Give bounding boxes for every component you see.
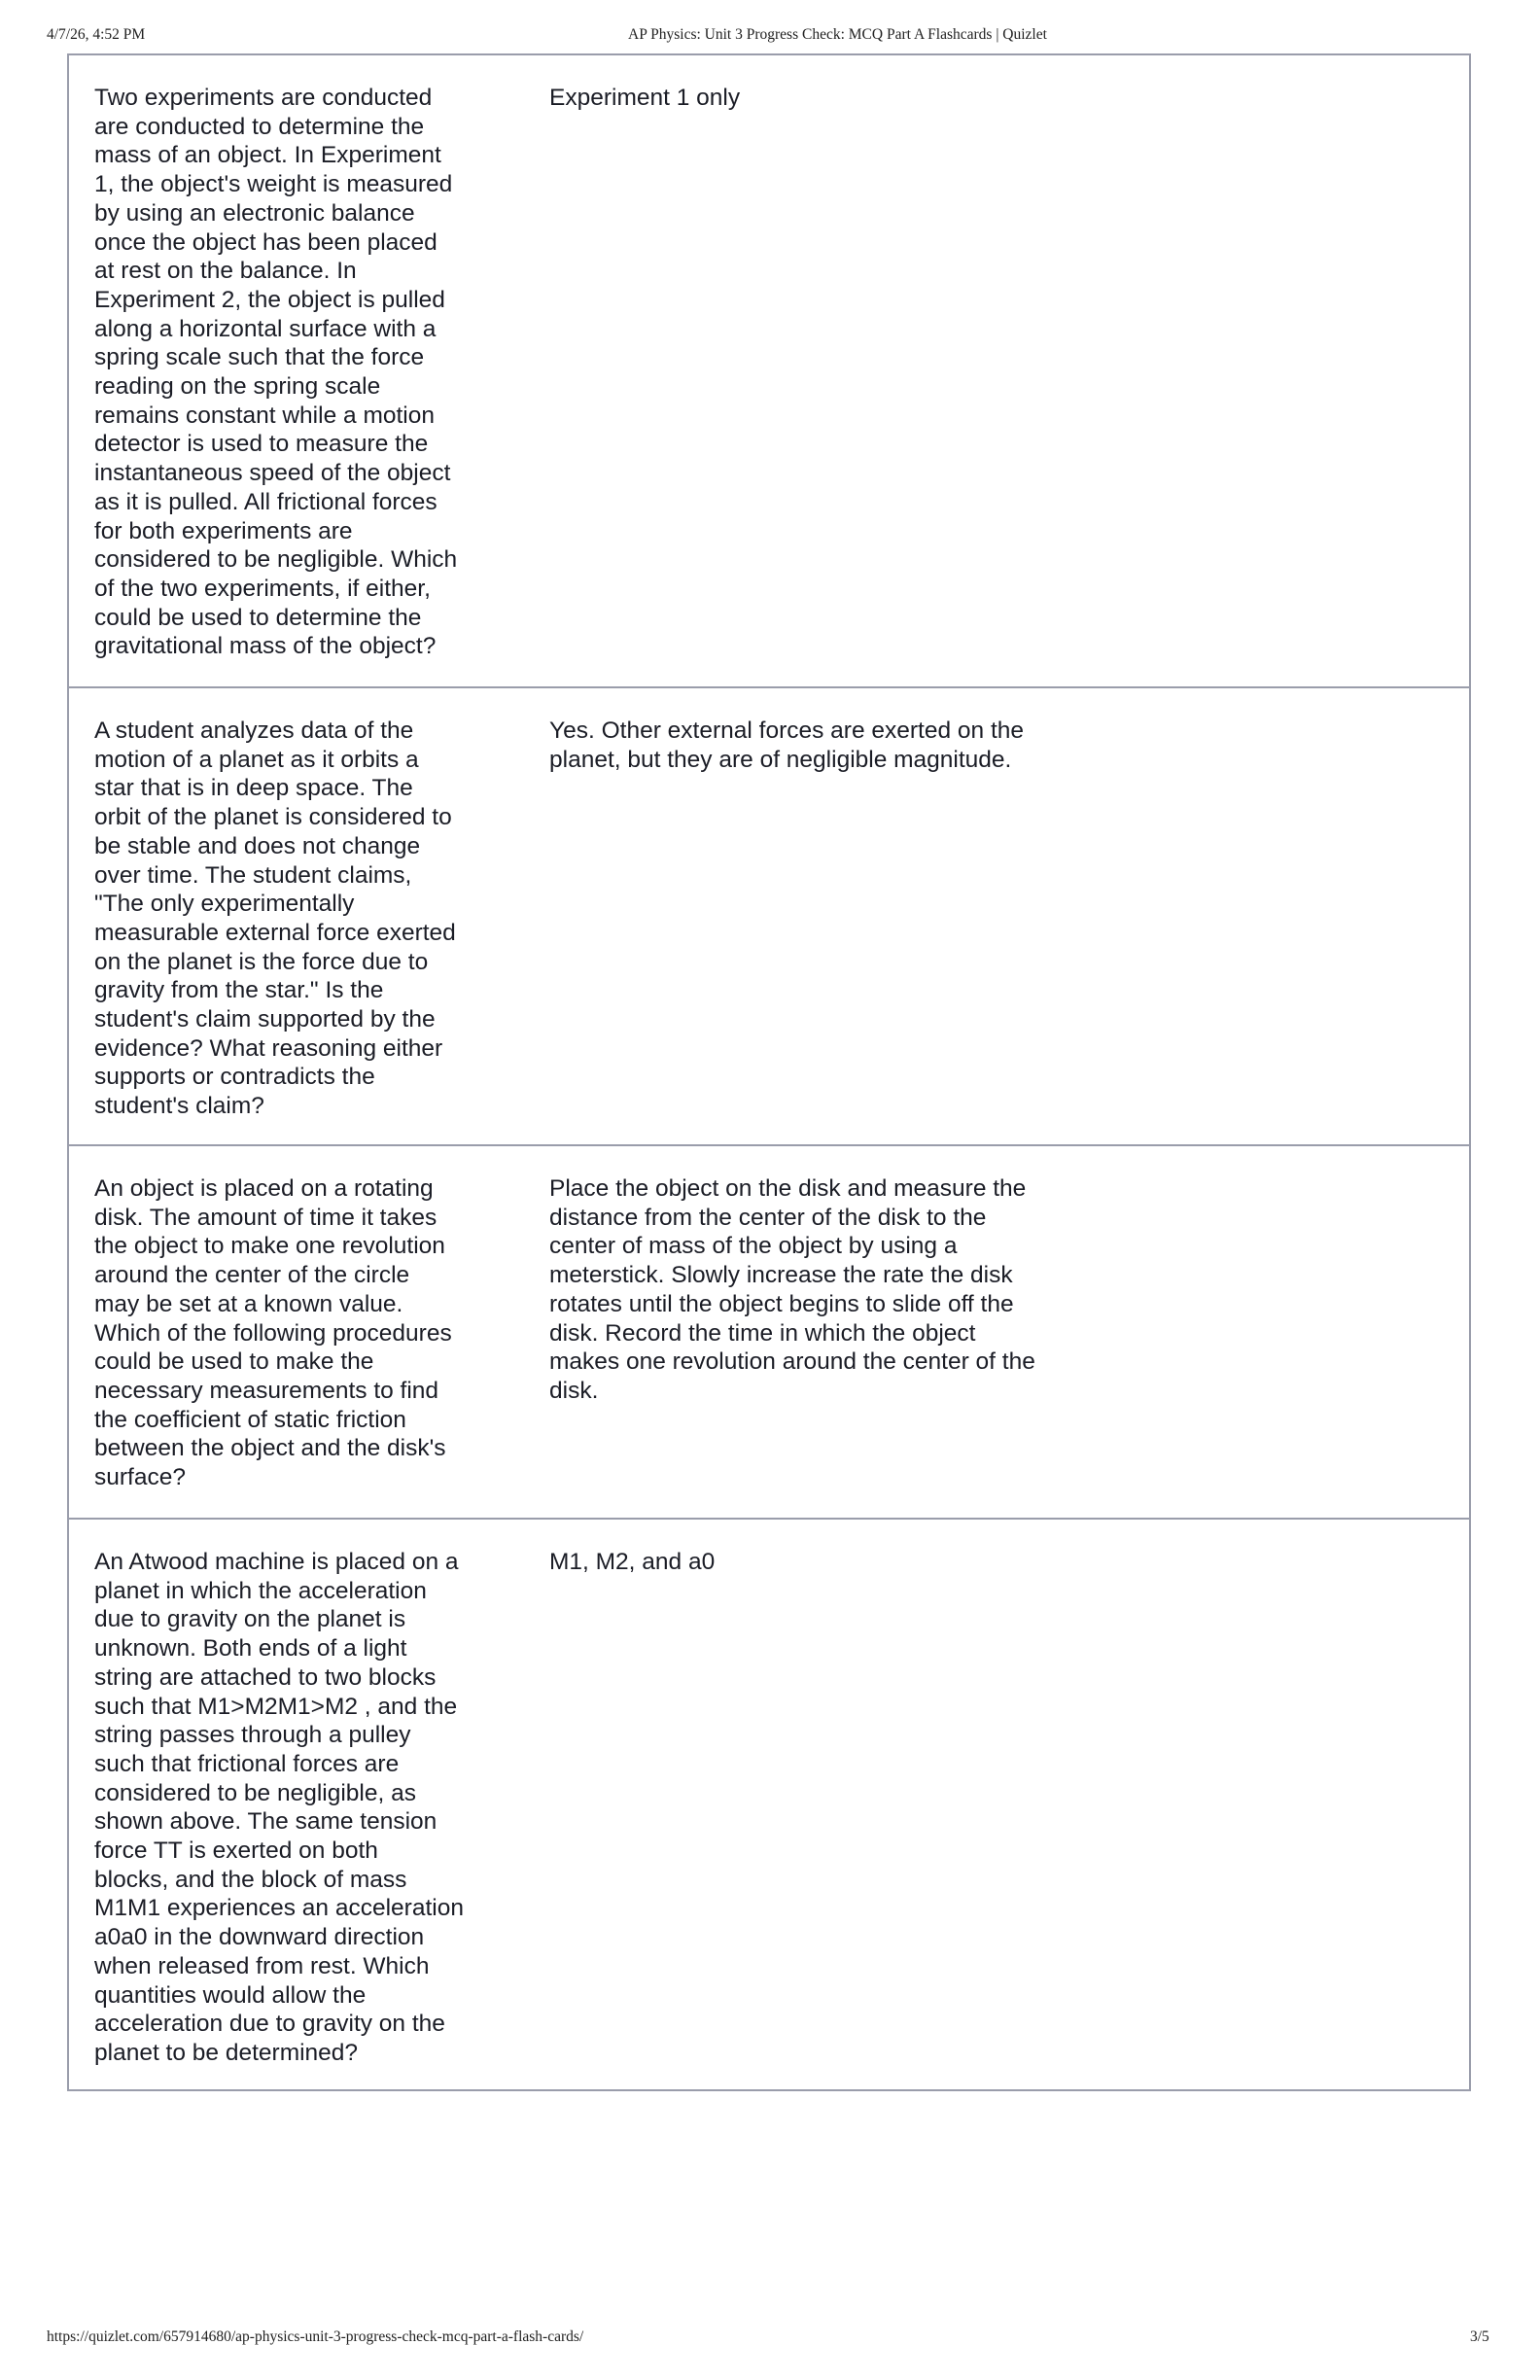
flashcard-list	[67, 53, 1471, 2091]
flashcard-row	[69, 55, 1469, 688]
print-footer-url[interactable]: https://quizlet.com/657914680/ap-physics-unit-3-progress-check-mcq-part-a-flash-cards/	[47, 2328, 584, 2345]
print-header-title: AP Physics: Unit 3 Progress Check: MCQ Part A Flashcards | Quizlet	[628, 26, 1047, 43]
flashcard-definition: Place the object on the disk and measure the distance from the center of the disk to the center of mass of the object by using a meterstick. Slowly increase the rate the disk rotates until the object begins to slide off the disk. Record the time in which the object makes one revolution around the center of the disk.	[549, 1175, 1035, 1404]
flashcard-row	[69, 1520, 1469, 2091]
flashcard-term: Two experiments are conducted are conducted to determine the mass of an object. In Experiment 1, the object's weight is measured by using an electronic balance once the object has been placed at rest on the balance. In Experiment 2, the object is pulled along a horizontal surface with a spring scale such that the force reading on the spring scale remains constant while a motion detector is used to measure the instantaneous speed of the object as it is pulled. All frictional forces for both experiments are considered to be negligible. Which of the two experiments, if either, could be used to determine the gravitational mass of the object?	[94, 85, 458, 660]
flashcard-definition: Experiment 1 only	[549, 85, 741, 111]
flashcard-definition: Yes. Other external forces are exerted on the planet, but they are of negligible magnitude.	[549, 718, 1025, 773]
flashcard-term: An Atwood machine is placed on a planet in which the acceleration due to gravity on the planet is unknown. Both ends of a light string are attached to two blocks such that M1>M2M1>M2 , and the string passes through a pulley such that frictional forces are considered to be negligible, as shown above. The same tension force TT is exerted on both blocks, and the block of mass M1M1 experiences an acceleration a0a0 in the downward direction when released from rest. Which quantities would allow the acceleration due to gravity on the planet to be determined?	[94, 1549, 464, 2066]
print-footer-page-number: 3/5	[1470, 2328, 1489, 2345]
flashcard-row	[69, 1146, 1469, 1520]
flashcard-term: A student analyzes data of the motion of a planet as it orbits a star that is in deep space. The orbit of the planet is considered to be stable and does not change over time. The student claims, "The only experimentally measurable external force exerted on the planet is the force due to gravity from the star." Is the student's claim supported by the evidence? What reasoning either supports or contradicts the student's claim?	[94, 718, 456, 1120]
print-header-datetime: 4/7/26, 4:52 PM	[47, 26, 146, 43]
flashcard-definition: M1, M2, and a0	[549, 1549, 716, 1575]
flashcard-term: An object is placed on a rotating disk. The amount of time it takes the object to make one revolution around the center of the circle may be set at a known value. Which of the following procedures could be used to make the necessary measurements to find the coefficient of static friction between the object and the disk's surface?	[94, 1175, 452, 1491]
flashcard-row	[69, 688, 1469, 1146]
